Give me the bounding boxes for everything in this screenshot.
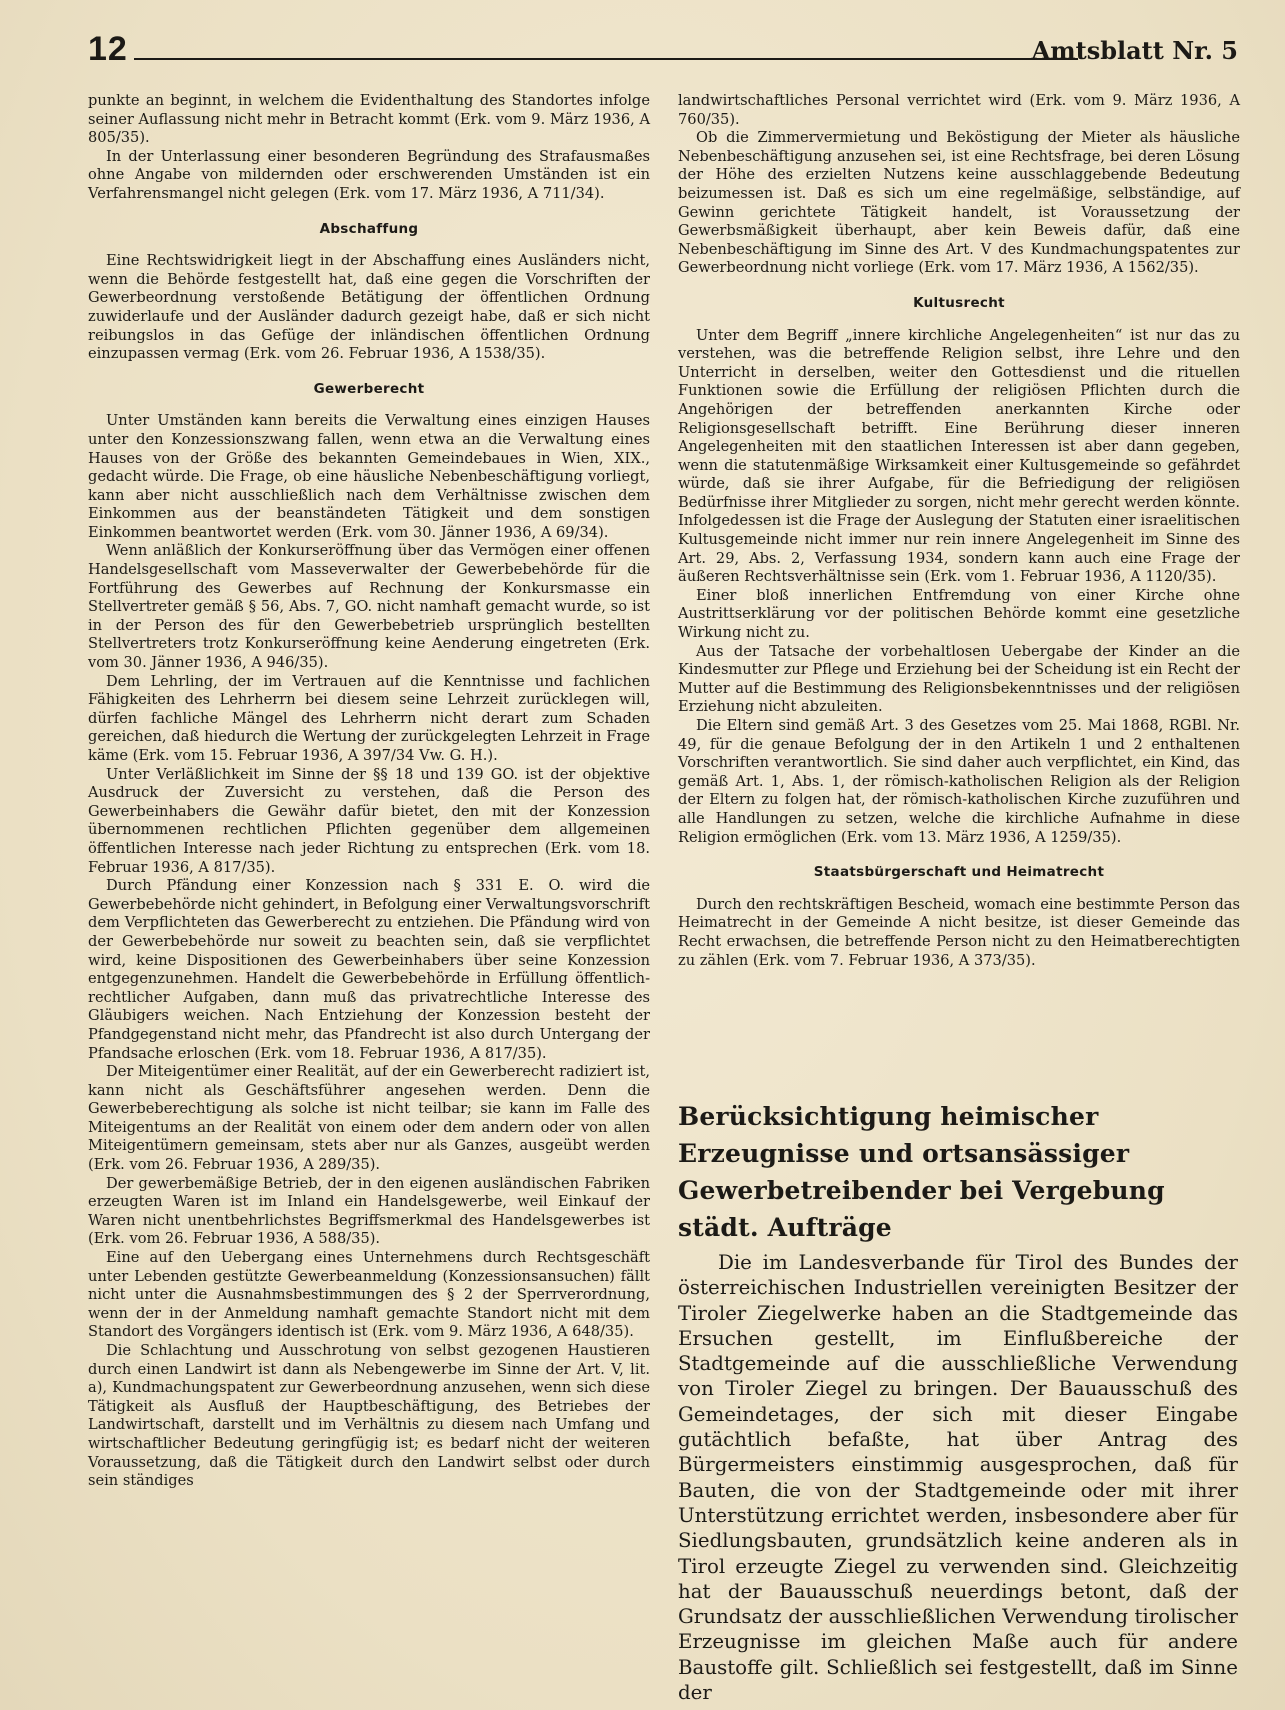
section-heading-gewerberecht: Gewerberecht bbox=[313, 380, 425, 397]
paragraph: Unter Verläßlichkeit im Sinne der §§ 18 und 139 GO. ist der objektive Ausdruck der Zuversicht zu verstehen, daß die Person des Gewerbeinhabers die Gewähr dafür bietet, den mit der Konzession übernommenen rechtlichen Pflichten gegenüber dem allgemeinen öffentlichen Interesse nach jeder Richtung zu entsprechen (Erk. vom 18. Februar 1936, A 817/35). bbox=[88, 765, 650, 876]
section-heading-abschaffung: Abschaffung bbox=[319, 220, 419, 237]
paragraph: Dem Lehrling, der im Vertrauen auf die Kenntnisse und fachlichen Fähigkeiten des Lehrherrn bei diesem seine Lehrzeit zurücklegen will, dürfen fachliche Mängel des Lehrherrn nicht derart zum Schaden gereichen, daß hiedurch die Wertung der zurückgelegten Lehrzeit in Frage käme (Erk. vom 15. Februar 1936, A 397/34 Vw. G. H.). bbox=[88, 672, 650, 764]
paragraph: Die Eltern sind gemäß Art. 3 des Gesetzes vom 25. Mai 1868, RGBl. Nr. 49, für die genaue Befolgung der in den Artikeln 1 und 2 enthaltenen Vorschriften verantwortlich. Sie sind daher auch verpflichtet, ein Kind, das gemäß Art. 1, Abs. 1, der römisch-katholischen Religion als der Religion der Eltern zu folgen hat, der römisch-katholischen Kirche zuzuführen und alle Handlungen zu setzen, welche die kirchliche Aufnahme in diese Religion ermöglichen (Erk. vom 13. März 1936, A 1259/35). bbox=[678, 717, 1240, 846]
journal-title: Amtsblatt Nr. 5 bbox=[1031, 36, 1238, 65]
paragraph: Durch den rechtskräftigen Bescheid, womach eine bestimmte Person das Heimatrecht in der Gemeinde A nicht besitze, ist dieser Gemeinde das Recht erwachsen, die betreffende Person nicht zu den Heimatberechtigten zu zählen (Erk. vom 7. Februar 1936, A 373/35). bbox=[678, 895, 1240, 969]
right-column bbox=[678, 92, 1240, 970]
page-header bbox=[88, 30, 1238, 70]
paragraph: Unter Umständen kann bereits die Verwaltung eines einzigen Hauses unter den Konzessionszwang fallen, wenn etwa an die Verwaltung eines Hauses von der Größe des bekannten Gemeindebaues in Wien, XIX., gedacht würde. Die Frage, ob eine häusliche Nebenbeschäftigung vorliegt, kann aber nicht ausschließlich nach dem Verhältnisse zwischen dem Einkommen aus der beanständeten Tätigkeit und dem sonstigen Einkommen beantwortet werden (Erk. vom 30. Jänner 1936, A 69/34). bbox=[88, 412, 650, 541]
paragraph: Eine auf den Uebergang eines Unternehmens durch Rechtsgeschäft unter Lebenden gestützte Gewerbeanmeldung (Konzessionsansuchen) fällt nicht unter die Ausnahmsbestimmungen des § 2 der Sperrverordnung, wenn der in der Anmeldung namhaft gemachte Standort nicht mit dem Standort des Vorgängers identisch ist (Erk. vom 9. März 1936, A 648/35). bbox=[88, 1249, 650, 1341]
paragraph: punkte an beginnt, in welchem die Evidenthaltung des Standortes infolge seiner Auflassung nicht mehr in Betracht kommt (Erk. vom 9. März 1936, A 805/35). bbox=[88, 92, 650, 147]
paragraph: landwirtschaftliches Personal verrichtet wird (Erk. vom 9. März 1936, A 760/35). bbox=[678, 92, 1240, 128]
notice-body: Die im Landesverbande für Tirol des Bundes der österreichischen Industriellen vereinigten Besitzer der Tiroler Ziegelwerke haben an die Stadtgemeinde das Ersuchen gestellt, im Einflußbereiche der Stadtgemeinde auf die ausschließliche Verwendung von Tiroler Ziegel zu bringen. Der Bauausschuß des Gemeindetages, der sich mit dieser Eingabe gutächtlich befaßte, hat über Antrag des Bürgermeisters einstimmig ausgesprochen, daß für Bauten, die von der Stadtgemeinde oder mit ihrer Unterstützung errichtet werden, insbesondere aber für Siedlungsbauten, grundsätzlich keine anderen als in Tirol erzeugte Ziegel zu verwenden sind. Gleichzeitig hat der Bauausschuß neuerdings betont, daß der Grundsatz der ausschließlichen Verwendung tirolischer Erzeugnisse im gleichen Maße auch für andere Baustoffe gilt. Schließlich sei festgestellt, daß im Sinne der bbox=[678, 1251, 1238, 1705]
paragraph: Die Schlachtung und Ausschrotung von selbst gezogenen Haustieren durch einen Landwirt ist dann als Nebengewerbe im Sinne der Art. V, lit. a), Kundmachungspatent zur Gewerbeordnung anzusehen, wenn sich diese Tätigkeit als Ausfluß der Hauptbeschäftigung, des Betriebes der Landwirtschaft, darstellt und im Verhältnis zu diesem nach Umfang und wirtschaftlicher Bedeutung geringfügig ist; es bedarf nicht der weiteren Voraussetzung, daß die Tätigkeit durch den Landwirt selbst oder durch sein ständiges bbox=[88, 1342, 650, 1490]
paragraph: Einer bloß innerlichen Entfremdung von einer Kirche ohne Austrittserklärung vor der politischen Behörde kommt eine gesetzliche Wirkung nicht zu. bbox=[678, 586, 1240, 642]
paragraph: Durch Pfändung einer Konzession nach § 331 E. O. wird die Gewerbebehörde nicht gehindert, in Befolgung einer Verwaltungsvorschrift dem Verpflichteten das Gewerberecht zu entziehen. Die Pfändung wird von der Gewerbebehörde nur soweit zu beachten sein, daß sie verpflichtet wird, keine Dispositionen des Gewerbeinhabers über seine Konzession entgegenzunehmen. Handelt die Gewerbebehörde in Erfüllung öffentlich-rechtlicher Aufgaben, dann muß das privatrechtliche Interesse des Gläubigers weichen. Nach Entziehung der Konzession besteht der Pfandgegenstand nicht mehr, das Pfandrecht ist also durch Untergang der Pfandsache erloschen (Erk. vom 18. Februar 1936, A 817/35). bbox=[88, 877, 650, 1062]
paragraph: Eine Rechtswidrigkeit liegt in der Abschaffung eines Ausländers nicht, wenn die Behörde festgestellt hat, daß eine gegen die Vorschriften der Gewerbeordnung verstoßende Betätigung der öffentlichen Ordnung zuwiderlaufe und der Ausländer dadurch gezeigt habe, daß er sich nicht reibungslos in das Gefüge der inländischen öffentlichen Ordnung einzupassen vermag (Erk. vom 26. Februar 1936, A 1538/35). bbox=[88, 252, 650, 363]
page-number: 12 bbox=[88, 30, 128, 68]
paragraph: Der gewerbemäßige Betrieb, der in den eigenen ausländischen Fabriken erzeugten Waren ist im Inland ein Handelsgewerbe, weil Einkauf der Waren nicht unentbehrlichstes Begriffsmerkmal des Handelsgewerbes ist (Erk. vom 26. Februar 1936, A 588/35). bbox=[88, 1174, 650, 1248]
paragraph: In der Unterlassung einer besonderen Begründung des Strafausmaßes ohne Angabe von mildernden oder erschwerenden Umständen ist ein Verfahrensmangel nicht gelegen (Erk. vom 17. März 1936, A 711/34). bbox=[88, 147, 650, 202]
paragraph: Ob die Zimmervermietung und Beköstigung der Mieter als häusliche Nebenbeschäftigung anzusehen sei, ist eine Rechtsfrage, bei deren Lösung der Höhe des erzielten Nutzens keine ausschlaggebende Bedeutung beizumessen ist. Daß es sich um eine regelmäßige, selbständige, auf Gewinn gerichtete Tätigkeit handelt, ist Voraussetzung der Gewerbsmäßigkeit überhaupt, aber kein Beweis dafür, daß eine Nebenbeschäftigung im Sinne des Art. V des Kundmachungspatentes zur Gewerbeordnung nicht vorliege (Erk. vom 17. März 1936, A 1562/35). bbox=[678, 129, 1240, 277]
paragraph: Der Miteigentümer einer Realität, auf der ein Gewerberecht radiziert ist, kann nicht als Geschäftsführer angesehen werden. Denn die Gewerbeberechtigung als solche ist nicht teilbar; sie kann im Falle des Miteigentums an der Realität von einem oder dem andern oder von allen Miteigentümern gemeinsam, stets aber nur als Ganzes, ausgeübt werden (Erk. vom 26. Februar 1936, A 289/35). bbox=[88, 1063, 650, 1174]
paragraph: Wenn anläßlich der Konkurseröffnung über das Vermögen einer offenen Handelsgesellschaft vom Masseverwalter der Gewerbebehörde für die Fortführung des Gewerbes auf Rechnung der Konkursmasse ein Stellvertreter gemäß § 56, Abs. 7, GO. nicht namhaft gemacht wurde, so ist in der Person des für den Gewerbebetrieb ursprünglich bestellten Stellvertreters trotz Konkurseröffnung keine Aenderung eingetreten (Erk. vom 30. Jänner 1936, A 946/35). bbox=[88, 542, 650, 672]
notice-title: Berücksichtigung heimischer Erzeugnisse und ortsansässiger Gewerbetreibender bei Vergebung städt. Aufträge bbox=[678, 1102, 1165, 1242]
section-heading-staatsbuergerschaft: Staatsbürgerschaft und Heimatrecht bbox=[813, 864, 1105, 881]
paragraph: Aus der Tatsache der vorbehaltlosen Uebergabe der Kinder an die Kindesmutter zur Pflege und Erziehung bei der Scheidung ist ein Recht der Mutter auf die Bestimmung des Religionsbekenntnisses und der religiösen Erziehung nicht abzuleiten. bbox=[678, 642, 1240, 716]
left-column bbox=[88, 92, 650, 1491]
paragraph: Unter dem Begriff „innere kirchliche Angelegenheiten“ ist nur das zu verstehen, was die betreffende Religion selbst, ihre Lehre und den Unterricht in derselben, weiter den Gottesdienst und die rituellen Funktionen sowie die Erfüllung der religiösen Pflichten durch die Angehörigen der betreffenden anerkannten Kirche oder Religionsgesellschaft betrifft. Eine Berührung dieser inneren Angelegenheiten mit den staatlichen Interessen ist aber dann gegeben, wenn die statutenmäßige Wirksamkeit einer Kultusgemeinde so gefährdet würde, daß sie ihrer Aufgabe, für die Befriedigung der religiösen Bedürfnisse ihrer Mitglieder zu sorgen, nicht mehr gerecht werden könnte. Infolgedessen ist die Frage der Auslegung der Statuten einer israelitischen Kultusgemeinde nicht immer nur rein innere Angelegenheit im Sinne des Art. 29, Abs. 2, Verfassung 1934, sondern kann auch eine Frage der äußeren Rechtsverhältnisse sein (Erk. vom 1. Februar 1936, A 1120/35). bbox=[678, 326, 1240, 586]
section-heading-kultusrecht: Kultusrecht bbox=[913, 294, 1005, 311]
header-rule bbox=[134, 58, 1078, 60]
